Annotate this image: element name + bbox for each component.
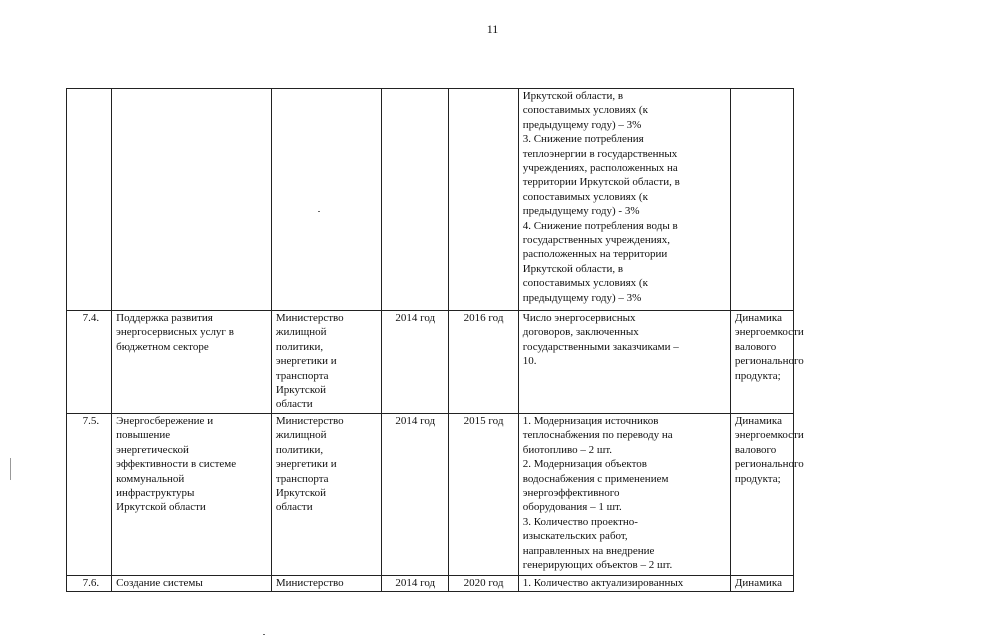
measure-name: Энергосбережение и повышение энергетической эффективности в системе коммунальной инфраструктуры Иркутской области: [112, 414, 272, 576]
expected-result: Динамика энергоемкости валового регионального продукта;: [730, 414, 793, 576]
page-number: 11: [486, 22, 499, 36]
end-year: 2020 год: [449, 576, 518, 592]
table-row-continuation: [67, 89, 794, 311]
end-year: 2015 год: [449, 414, 518, 576]
margin-mark: [10, 458, 11, 480]
item-number: 7.4.: [67, 311, 112, 414]
executor: Министерство жилищной политики, энергетики и транспорта Иркутской области: [271, 414, 381, 576]
expected-result: [730, 89, 793, 311]
measure-name: [112, 89, 272, 311]
start-year: 2014 год: [382, 576, 449, 592]
indicators: Число энергосервисных договоров, заключенных государственными заказчиками – 10.: [518, 311, 730, 414]
expected-result: Динамика энергоемкости валового регионального продукта;: [730, 311, 793, 414]
start-year: 2014 год: [382, 311, 449, 414]
indicators: 1. Модернизация источников теплоснабжения по переводу на биотопливо – 2 шт. 2. Модернизация объектов водоснабжения с применением энергоэффективного оборудования – 1 шт. 3. Количество проектно- изыскательских работ, направленных на внедрение генерирующих объектов – 2 шт.: [518, 414, 730, 576]
indicators: Иркутской области, в сопоставимых условиях (к предыдущему году) – 3% 3. Снижение потребления теплоэнергии в государственных учреждениях, расположенных на территории Иркутской области, в сопоставимых условиях (к предыдущему году) - 3% 4. Снижение потребления воды в государственных учреждениях, расположенных на территории Иркутской области, в сопоставимых условиях (к предыдущему году) – 3%: [518, 89, 730, 311]
scan-speck: [263, 634, 265, 635]
measure-name: Создание системы: [112, 576, 272, 592]
item-number: 7.5.: [67, 414, 112, 576]
table-row-7-6: [67, 576, 794, 592]
indicators: 1. Количество актуализированных: [518, 576, 730, 592]
measure-name: Поддержка развития энергосервисных услуг в бюджетном секторе: [112, 311, 272, 414]
measures-table: [66, 88, 804, 592]
table-row-7-5: [67, 414, 794, 576]
executor: Министерство: [271, 576, 381, 592]
expected-result: Динамика: [730, 576, 793, 592]
executor: Министерство жилищной политики, энергетики и транспорта Иркутской области: [271, 311, 381, 414]
end-year: 2016 год: [449, 311, 518, 414]
start-year: 2014 год: [382, 414, 449, 576]
executor: [271, 89, 381, 311]
table-row-7-4: [67, 311, 794, 414]
item-number: [67, 89, 112, 311]
end-year: [449, 89, 518, 311]
item-number: 7.6.: [67, 576, 112, 592]
start-year: [382, 89, 449, 311]
